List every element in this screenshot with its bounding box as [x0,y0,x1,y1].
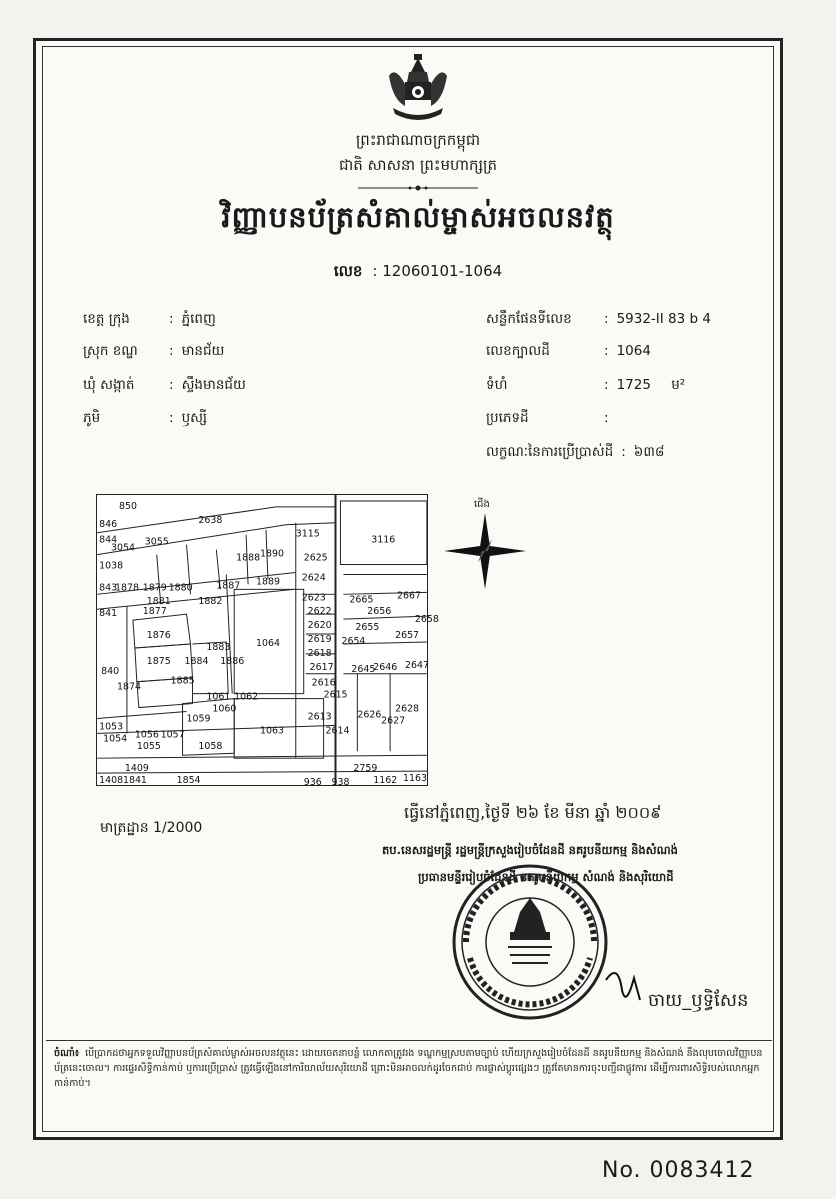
parcel-label-1880: 1880 [168,582,193,594]
cadastral-map [96,494,439,788]
certificate-number-value: : 12060101-1064 [372,262,503,280]
notes-text: បើប្រាកដថាអ្នកទទួលវិញ្ញាបនប័ត្រសំគាល់ម្ចាស់អចលនវត្ថុនេះ ដោយចេតនាបន្លំ លោកតាត្រូវរង ទណ្ឌកម្មស្របតាមច្បាប់ ហើយក្រសួងរៀបចំដែនដី នគរូបនីយកម្ម និងសំណង់ នឹងលុបចោលវិញ្ញាបនប័ត្រនេះចោល។ ការផ្ទេរសិទ្ធិកាន់កាប់ ឬការប្រើប្រាស់ ត្រូវធ្វើឡើងនៅការិយាល័យសុរិយោដី ព្រោះមិនអាចលក់ដូរចែកជាប់ ការផ្លាស់ប្តូរផ្សេងៗ ត្រូវតែមានការចុះបញ្ជីជាផ្លូវការ ដើម្បីការពារសិទ្ធិរបស់លោកអ្នកកាន់កាប់។ [54,1048,763,1089]
parcel-label-1883: 1883 [206,641,231,653]
field-commune: ឃុំ សង្កាត់ : ស្ទឹងមានជ័យ [83,376,246,396]
parcel-label-1878: 1878 [115,582,139,594]
parcel-label-1408: 1408 [99,775,124,787]
parcel-label-1884: 1884 [184,655,209,667]
field-commune-label: ឃុំ សង្កាត់ [83,377,135,393]
parcel-label-2615: 2615 [323,689,348,701]
place-and-date: ធ្វើនៅភ្នំពេញ,ថ្ងៃទី ២៦ ខែ មីនា ឆ្នាំ ២០០៩ [404,803,662,822]
notes-block [54,1046,766,1091]
field-parcel-number-value: 1064 [616,343,651,359]
parcel-label-846: 846 [99,518,118,530]
certificate-title: វិញ្ញាបនប័ត្រសំគាល់ម្ចាស់អចលនវត្ថុ [221,200,615,234]
serial-number: No. 0083412 [602,1158,755,1183]
parcel-label-1841: 1841 [122,775,147,787]
parcel-label-2627: 2627 [381,715,406,727]
parcel-label-1881: 1881 [146,596,171,608]
parcel-label-2665: 2665 [349,594,374,606]
field-map-sheet-value: 5932-II 83 b 4 [616,311,711,327]
north-label: ជើង [474,499,490,510]
parcel-label-2646: 2646 [373,661,398,673]
parcel-label-1061: 1061 [206,691,231,703]
map-scale: មាត្រដ្ឋាន 1/2000 [100,820,203,836]
parcel-label-1886: 1886 [220,655,245,667]
certificate-number [0,262,836,284]
parcel-label-1409: 1409 [124,763,149,775]
field-village-label: ភូមិ [83,410,101,426]
parcel-label-1162: 1162 [373,775,398,787]
parcel-label-2614: 2614 [325,725,350,737]
parcel-label-1062: 1062 [234,691,259,703]
parcel-label-1887: 1887 [216,580,241,592]
field-district-value: មានជ័យ [181,343,225,359]
parcel-label-840: 840 [101,665,120,677]
field-district: ស្រុក ខណ្ឌ : មានជ័យ [83,342,224,362]
field-map-sheet-label: សន្លឹកផែនទីលេខ [486,311,572,327]
parcel-label-2617: 2617 [309,661,334,673]
parcel-label-2655: 2655 [355,622,380,634]
parcel-label-1882: 1882 [198,596,223,608]
certificate-number-label: លេខ [333,262,363,280]
parcel-label-936: 936 [303,777,322,788]
title-divider [358,184,478,192]
field-land-use-value: ៦៣៨ [633,444,665,460]
parcel-label-1055: 1055 [136,741,161,753]
notes-label: ចំណាំ៖ [54,1048,80,1059]
parcel-label-1054: 1054 [103,733,128,745]
parcel-label-1063: 1063 [260,725,284,737]
parcel-label-3115: 3115 [295,528,320,540]
parcel-label-938: 938 [331,777,350,788]
parcel-label-850: 850 [118,500,137,512]
kingdom-name: ព្រះរាជាណាចក្រកម្ពុជា [355,131,481,149]
parcel-label-2613: 2613 [307,711,332,723]
parcel-label-1889: 1889 [256,576,281,588]
field-area: ទំហំ : 1725 ម² [486,376,685,396]
parcel-label-2656: 2656 [367,606,392,618]
field-village: ភូមិ : ឫស្សី [83,409,207,429]
parcel-label-2657: 2657 [395,630,420,642]
parcel-label-3054: 3054 [111,542,136,554]
parcel-label-1056: 1056 [134,729,159,741]
official-seal-icon [450,862,610,1022]
compass-rose-icon [442,511,528,591]
field-parcel-number-label: លេខក្បាលដី [486,343,550,359]
parcel-label-2638: 2638 [198,514,223,526]
field-commune-value: ស្ទឹងមានជ័យ [181,377,246,393]
field-area-unit: ម² [671,377,686,393]
parcel-label-843: 843 [99,582,118,594]
field-province-label: ខេត្ត ក្រុង [83,311,130,327]
parcel-label-1058: 1058 [198,741,223,753]
field-parcel-number: លេខក្បាលដី : 1064 [486,342,651,362]
parcel-label-1890: 1890 [260,548,284,560]
parcel-label-2626: 2626 [357,709,382,721]
parcel-label-2623: 2623 [301,592,326,604]
notes-divider [46,1040,772,1041]
parcel-label-1059: 1059 [186,713,211,725]
parcel-label-1877: 1877 [142,606,167,618]
parcel-label-1038: 1038 [99,560,124,572]
field-land-use: លក្ខណៈនៃការប្រើប្រាស់ដី : ៦៣៨ [486,444,665,460]
parcel-label-844: 844 [99,534,118,546]
parcel-label-2628: 2628 [395,703,420,715]
field-map-sheet: សន្លឹកផែនទីលេខ : 5932-II 83 b 4 [486,310,711,330]
parcel-label-2759: 2759 [353,763,378,775]
parcel-label-3055: 3055 [144,536,169,548]
parcel-label-1060: 1060 [212,703,237,715]
parcel-label-2658: 2658 [414,614,439,626]
parcel-label-1876: 1876 [146,630,171,642]
field-land-type-label: ប្រភេទដី [486,410,529,426]
parcel-label-2645: 2645 [351,663,376,675]
parcel-label-2622: 2622 [307,606,332,618]
parcel-label-1854: 1854 [176,775,201,787]
parcel-label-2619: 2619 [307,633,332,645]
field-land-type: ប្រភេទដី : [486,409,617,429]
field-area-value: 1725 [616,377,651,393]
parcel-label-1057: 1057 [160,729,185,741]
national-motto: ជាតិ សាសនា ព្រះមហាក្សត្រ [338,156,498,174]
parcel-label-3116: 3116 [371,534,396,546]
field-district-label: ស្រុក ខណ្ឌ [83,343,138,359]
signer-name: ចាយ_ឫទ្ធិសែន [648,990,749,1011]
parcel-label-1064: 1064 [256,637,281,649]
parcel-label-1163: 1163 [403,773,428,785]
parcel-label-1885: 1885 [170,675,195,687]
parcel-label-2654: 2654 [341,635,366,647]
field-area-label: ទំហំ [486,377,508,393]
parcel-label-2647: 2647 [405,659,429,671]
signer-title-line2: ប្រធានមន្ទីររៀបចំដែនដី នគរូបនីយកម្ម សំណង់ និងសុរិយោដី [418,870,674,884]
parcel-label-1888: 1888 [236,552,261,564]
parcel-label-841: 841 [99,608,118,620]
north-compass [442,497,528,591]
parcel-label-2618: 2618 [307,647,332,659]
signer-title-line1: តប.នេសរដ្ឋមន្ត្រី រដ្ឋមន្ត្រីក្រសួងរៀបចំដែនដី នគរូបនីយកម្ម និងសំណង់ [382,843,678,857]
parcel-label-1874: 1874 [117,681,141,693]
royal-emblem-icon [383,52,453,124]
field-village-value: ឫស្សី [181,410,208,426]
parcel-label-1879: 1879 [142,582,167,594]
field-province-value: ភ្នំពេញ [181,311,216,327]
parcel-label-1053: 1053 [99,721,124,733]
parcel-label-2616: 2616 [311,677,336,689]
parcel-label-1875: 1875 [146,655,171,667]
field-province: ខេត្ត ក្រុង : ភ្នំពេញ [83,310,216,330]
parcel-label-2625: 2625 [303,552,328,564]
field-land-use-label: លក្ខណៈនៃការប្រើប្រាស់ដី [486,444,614,460]
parcel-label-2667: 2667 [397,590,422,602]
parcel-label-2624: 2624 [301,572,326,584]
parcel-label-2620: 2620 [307,620,332,632]
